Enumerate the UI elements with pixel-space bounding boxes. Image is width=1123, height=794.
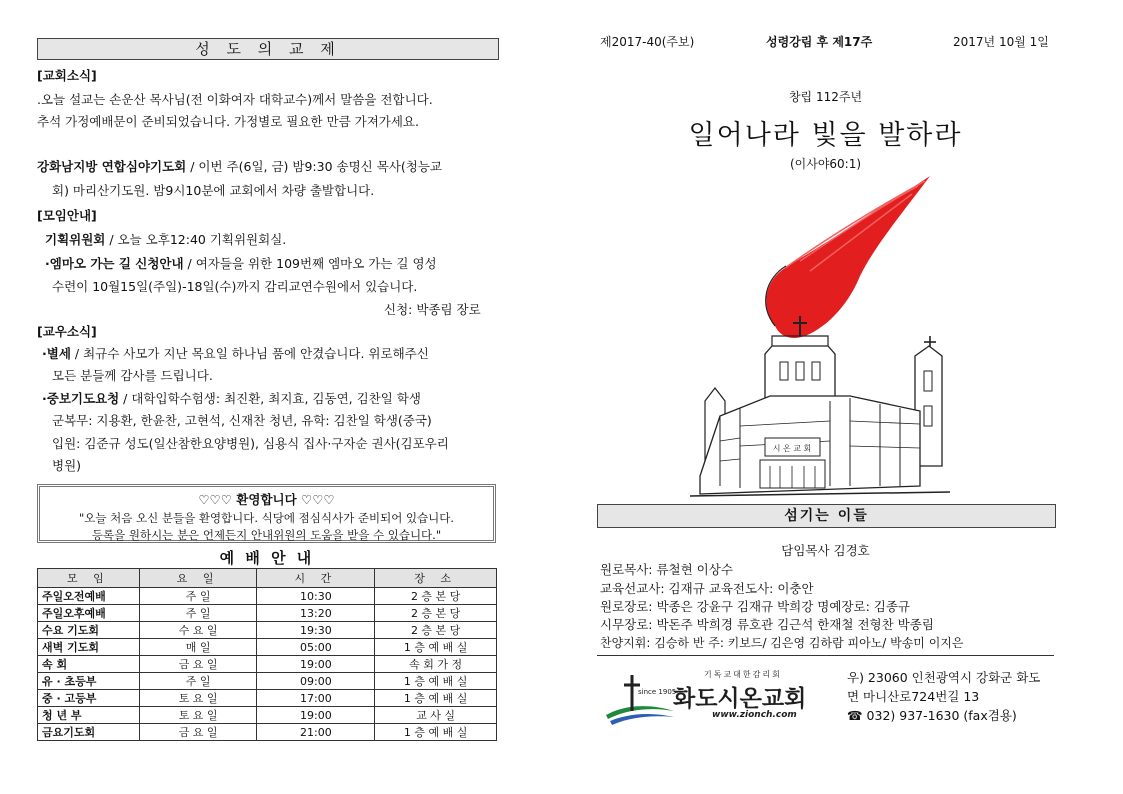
issue-number: 제2017-40(주보): [600, 35, 695, 49]
cell-day: 주 일: [139, 673, 257, 690]
cell-day: 수 요 일: [139, 622, 257, 639]
cell-place: 속 회 가 정: [375, 656, 497, 673]
cell-day: 주 일: [139, 588, 257, 605]
worship-schedule-table: [37, 568, 497, 741]
emmaus-apply: 신청: 박종림 장로: [384, 302, 481, 317]
emmaus-line-2: 수련이 10월15일(주일)-18일(수)까지 감리교연수원에서 있습니다.: [52, 279, 418, 294]
prayer-request-line-3: 입원: 김준규 성도(일산참한요양병원), 심용식 집사·구자순 권사(김포우리: [52, 436, 449, 451]
cell-day: 토 요 일: [139, 690, 257, 707]
cell-day: 금 요 일: [139, 724, 257, 741]
senior-pastor: 담임목사 김경호: [781, 543, 870, 558]
col-header-place: 장 소: [375, 569, 497, 588]
prayer-request-line-2: 군복무: 지용환, 한윤찬, 고현석, 신재찬 청년, 유학: 김찬일 학생(중국): [52, 413, 432, 428]
table-row: [38, 639, 497, 656]
prayer-meeting-title: 강화남지방 연합심야기도회: [37, 159, 187, 174]
welcome-line-2: 등록을 원하시는 분은 언제든지 안내위원의 도움을 받을 수 있습니다.": [91, 528, 442, 542]
cell-meeting: 금요기도회: [38, 724, 140, 741]
table-row: [38, 605, 497, 622]
prayer-request-text: / 대학입학수험생: 최진환, 최지효, 김동연, 김찬일 학생: [119, 391, 421, 406]
death-title: ·별세: [42, 346, 71, 361]
cell-meeting: 주일오전예배: [38, 588, 140, 605]
welcome-line-1: "오늘 처음 오신 분들을 환영합니다. 식당에 점심식사가 준비되어 있습니다.: [78, 511, 455, 525]
since-label: since 1905: [638, 688, 677, 696]
table-row: [38, 673, 497, 690]
welcome-box: [37, 484, 496, 543]
cell-day: 매 일: [139, 639, 257, 656]
planning-title: 기획위원회: [45, 232, 106, 247]
cell-time: 13:20: [257, 605, 375, 622]
cell-day: 주 일: [139, 605, 257, 622]
phone-line: ☎ 032) 937-1630 (fax겸용): [847, 708, 1017, 723]
cell-place: 2 층 본 당: [375, 622, 497, 639]
servant-line: 원로장로: 박종은 강윤구 김재규 박희강 명예장로: 김종규: [600, 599, 910, 614]
prayer-request-line: [42, 389, 421, 407]
cell-meeting: 새벽 기도회: [38, 639, 140, 656]
col-header-time: 시 간: [257, 569, 375, 588]
planning-line: [45, 230, 286, 248]
cell-place: 1 층 예 배 실: [375, 639, 497, 656]
table-row: [38, 588, 497, 605]
church-url: www.zionch.com: [712, 710, 797, 720]
svg-text:시 온 교 회: 시 온 교 회: [772, 444, 812, 453]
liturgical-season: 성령강림 후 제17주: [766, 35, 873, 49]
cell-meeting: 청 년 부: [38, 707, 140, 724]
cell-meeting: 수요 기도회: [38, 622, 140, 639]
footer-divider: [597, 655, 1054, 656]
col-header-day: 요 일: [139, 569, 257, 588]
schedule-title: 예 배 안 내: [219, 549, 315, 567]
table-row: [38, 656, 497, 673]
cell-time: 05:00: [257, 639, 375, 656]
death-line-2: 모든 분들께 감사를 드립니다.: [52, 368, 213, 383]
prayer-request-line-4: 병원): [52, 458, 82, 473]
bulletin-date: 2017년 10월 1일: [953, 35, 1049, 49]
cell-place: 1 층 예 배 실: [375, 724, 497, 741]
news-line-2: 추석 가정예배문이 준비되었습니다. 가정별로 필요한 만큼 가져가세요.: [37, 114, 419, 129]
table-row: [38, 707, 497, 724]
cell-time: 09:00: [257, 673, 375, 690]
cell-time: 21:00: [257, 724, 375, 741]
emmaus-text: / 여자들을 위한 109번째 엠마오 가는 길 영성: [183, 256, 437, 271]
prayer-meeting-text: / 이번 주(6일, 금) 밤9:30 송명신 목사(청능교: [186, 159, 442, 174]
section-title: 성 도 의 교 제: [37, 38, 499, 60]
planning-text: / 오늘 오후12:40 기획위원회실.: [105, 232, 287, 247]
cell-meeting: 속 회: [38, 656, 140, 673]
cell-meeting: 유 · 초등부: [38, 673, 140, 690]
address-line-1: 우) 23060 인천광역시 강화군 화도: [847, 670, 1041, 685]
cell-time: 10:30: [257, 588, 375, 605]
news-prayer-line-2: 회) 마리산기도원. 밤9시10분에 교회에서 차량 출발합니다.: [52, 183, 375, 198]
servant-line: 원로목사: 류철현 이상수: [600, 562, 733, 577]
cell-meeting: 중 · 고등부: [38, 690, 140, 707]
cell-place: 교 사 실: [375, 707, 497, 724]
founding-anniversary: 창립 112주년: [788, 90, 863, 104]
prayer-request-title: ·중보기도요청: [42, 391, 120, 406]
cell-place: 1 층 예 배 실: [375, 673, 497, 690]
news-line-1: .오늘 설교는 손운산 목사님(전 이화여자 대학교수)께서 말씀을 전합니다.: [37, 92, 433, 107]
emmaus-line: [45, 254, 437, 272]
cell-day: 금 요 일: [139, 656, 257, 673]
church-news-heading: [교회소식]: [37, 68, 97, 83]
members-heading: [교우소식]: [37, 324, 97, 339]
table-row: [38, 622, 497, 639]
servant-line: 교육선교사: 김재규 교육전도사: 이충안: [600, 581, 814, 596]
welcome-title: ♡♡♡ 환영합니다 ♡♡♡: [198, 492, 335, 507]
col-header-meeting: 모 임: [38, 569, 140, 588]
motto-verse: (이사야60:1): [789, 157, 862, 171]
servant-line: 시무장로: 박돈주 박희경 류호관 김근석 한재철 전형찬 박종림: [600, 617, 934, 632]
cell-time: 19:00: [257, 656, 375, 673]
cell-day: 토 요 일: [139, 707, 257, 724]
motto-title: 일어나라 빛을 발하라: [688, 120, 963, 151]
servant-line: 찬양지휘: 김승하 반 주: 키보드/ 김은영 김하람 피아노/ 박송미 이지은: [600, 636, 964, 650]
table-row: [38, 724, 497, 741]
church-logo-icon: [604, 667, 676, 727]
meeting-heading: [모임안내]: [37, 208, 97, 223]
table-row: [38, 690, 497, 707]
denomination-label: 기독교대한감리회: [704, 670, 782, 679]
cell-place: 2 층 본 당: [375, 588, 497, 605]
death-text: / 최규수 사모가 지난 목요일 하나님 품에 안겼습니다. 위로해주신: [70, 346, 429, 361]
emmaus-title: ·엠마오 가는 길 신청안내: [45, 256, 184, 271]
cell-time: 19:30: [257, 622, 375, 639]
address-line-2: 면 마니산로724번길 13: [847, 689, 980, 704]
death-line: [42, 344, 429, 362]
servants-title: 섬기는 이들: [597, 504, 1056, 528]
church-name-logo: 화도시온교회: [673, 686, 807, 712]
cell-place: 2 층 본 당: [375, 605, 497, 622]
cell-place: 1 층 예 배 실: [375, 690, 497, 707]
cell-meeting: 주일오후예배: [38, 605, 140, 622]
cell-time: 17:00: [257, 690, 375, 707]
news-prayer-line: [37, 157, 442, 175]
cell-time: 19:00: [257, 707, 375, 724]
church-flame-illustration: [680, 176, 980, 498]
